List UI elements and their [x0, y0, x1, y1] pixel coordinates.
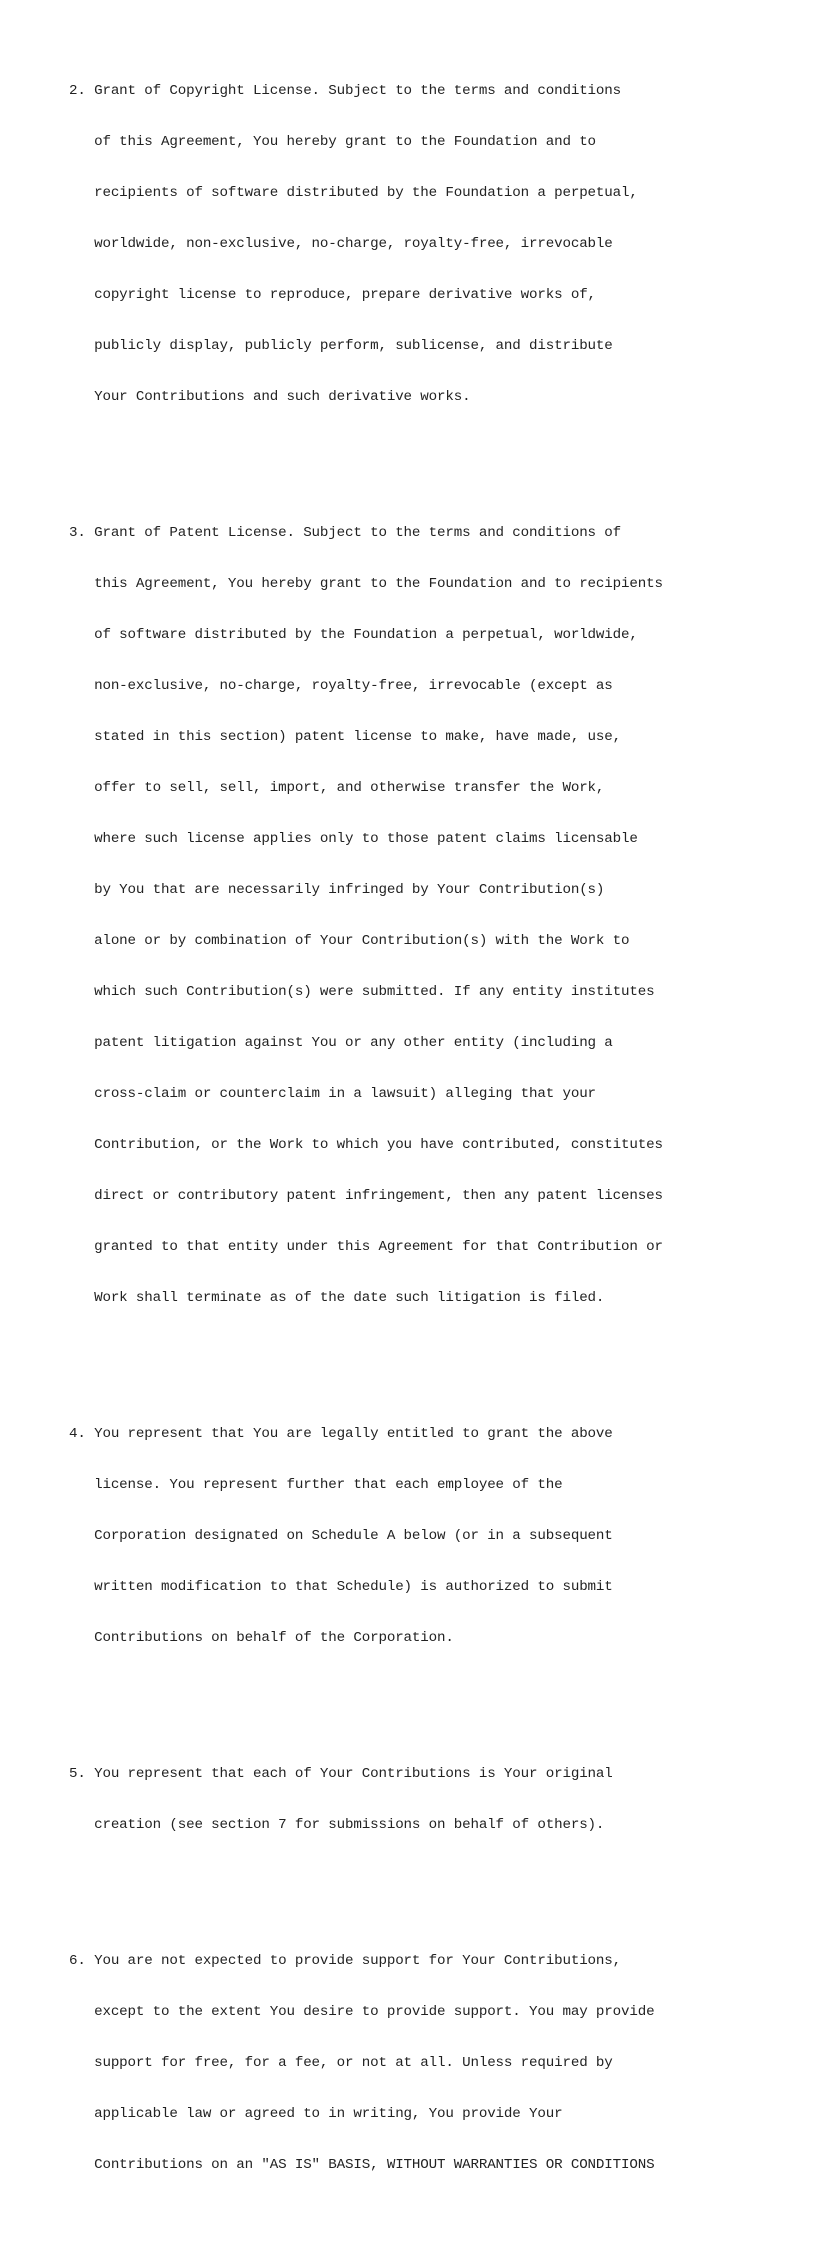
text-line: 2. Grant of Copyright License. Subject to the terms and conditions [69, 83, 622, 99]
text-line: Contribution, or the Work to which you have contributed, constitutes [69, 1137, 663, 1153]
text-line: 4. You represent that You are legally entitled to grant the above [69, 1426, 613, 1442]
clause-4-legal-entitlement [69, 1392, 663, 1681]
text-line: of this Agreement, You hereby grant to the Foundation and to [69, 134, 596, 150]
text-line: 6. You are not expected to provide support for Your Contributions, [69, 1953, 622, 1969]
text-line: Work shall terminate as of the date such litigation is filed. [69, 1290, 605, 1306]
text-line: written modification to that Schedule) is authorized to submit [69, 1579, 613, 1595]
text-line: support for free, for a fee, or not at all. Unless required by [69, 2055, 613, 2071]
text-line: license. You represent further that each employee of the [69, 1477, 563, 1493]
text-line: this Agreement, You hereby grant to the Foundation and to recipients [69, 576, 663, 592]
text-line: cross-claim or counterclaim in a lawsuit) alleging that your [69, 1086, 596, 1102]
text-line: alone or by combination of Your Contribution(s) with the Work to [69, 933, 630, 949]
text-line: offer to sell, sell, import, and otherwise transfer the Work, [69, 780, 605, 796]
text-line: publicly display, publicly perform, sublicense, and distribute [69, 338, 613, 354]
clause-3-patent-license [69, 491, 663, 1341]
text-line: applicable law or agreed to in writing, You provide Your [69, 2106, 563, 2122]
license-document [69, 15, 663, 2242]
text-line: by You that are necessarily infringed by Your Contribution(s) [69, 882, 605, 898]
text-line: Contributions on an "AS IS" BASIS, WITHOUT WARRANTIES OR CONDITIONS [69, 2157, 655, 2173]
text-line: which such Contribution(s) were submitted. If any entity institutes [69, 984, 655, 1000]
clause-2-copyright-license [69, 49, 663, 440]
text-line: direct or contributory patent infringement, then any patent licenses [69, 1188, 663, 1204]
clause-6-support [69, 1919, 663, 2208]
text-line: granted to that entity under this Agreement for that Contribution or [69, 1239, 663, 1255]
text-line: where such license applies only to those patent claims licensable [69, 831, 638, 847]
text-line: recipients of software distributed by the Foundation a perpetual, [69, 185, 638, 201]
text-line: of software distributed by the Foundation a perpetual, worldwide, [69, 627, 638, 643]
text-line: 5. You represent that each of Your Contributions is Your original [69, 1766, 613, 1782]
text-line: Contributions on behalf of the Corporation. [69, 1630, 454, 1646]
text-line: Corporation designated on Schedule A below (or in a subsequent [69, 1528, 613, 1544]
text-line: copyright license to reproduce, prepare derivative works of, [69, 287, 596, 303]
clause-5-original-creation [69, 1732, 663, 1868]
text-line: creation (see section 7 for submissions on behalf of others). [69, 1817, 605, 1833]
text-line: worldwide, non-exclusive, no-charge, royalty-free, irrevocable [69, 236, 613, 252]
text-line: non-exclusive, no-charge, royalty-free, irrevocable (except as [69, 678, 613, 694]
text-line: stated in this section) patent license to make, have made, use, [69, 729, 622, 745]
text-line: patent litigation against You or any other entity (including a [69, 1035, 613, 1051]
text-line: Your Contributions and such derivative works. [69, 389, 471, 405]
text-line: except to the extent You desire to provide support. You may provide [69, 2004, 655, 2020]
text-line: 3. Grant of Patent License. Subject to the terms and conditions of [69, 525, 622, 541]
